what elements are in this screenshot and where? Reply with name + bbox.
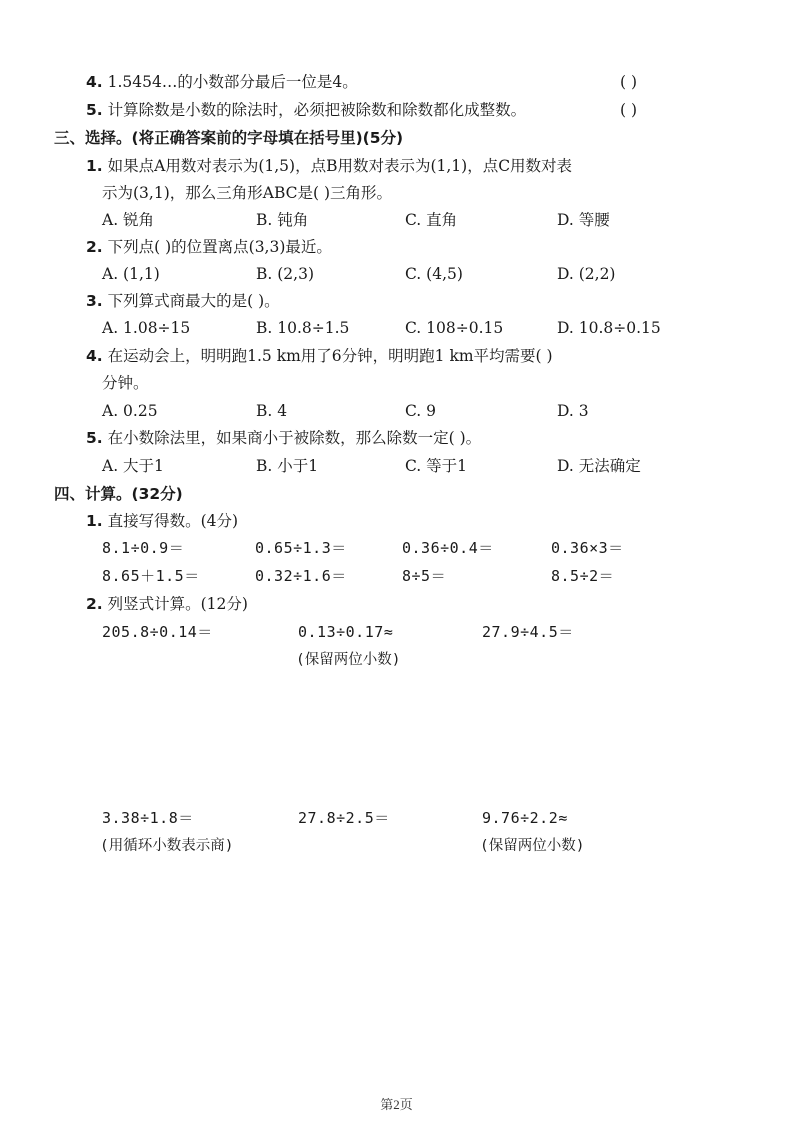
option-d[interactable]: D. 3	[557, 402, 589, 420]
option-b[interactable]: B. 小于1	[256, 457, 319, 475]
item-number: 2.	[86, 238, 103, 256]
calc-part2-title	[86, 594, 248, 614]
vertical-exercise[interactable]: 0.13÷0.17≈	[298, 623, 394, 641]
option-a[interactable]: A. 锐角	[102, 211, 155, 229]
option-a[interactable]: A. (1,1)	[102, 265, 160, 283]
item-number: 2.	[86, 595, 103, 613]
option-c[interactable]: C. 9	[405, 402, 437, 420]
item-number: 5.	[86, 429, 103, 447]
exercise-note: (用循环小数表示商)	[100, 838, 234, 854]
question-text-cont: 分钟。	[102, 374, 149, 392]
section-heading-calc: 四、计算。(32分)	[54, 485, 183, 503]
option-c[interactable]: C. 直角	[405, 211, 458, 229]
vertical-exercise[interactable]: 9.76÷2.2≈	[482, 809, 568, 827]
oral-exercise[interactable]: 0.36÷0.4＝	[402, 539, 494, 557]
option-d[interactable]: D. 10.8÷0.15	[557, 319, 661, 337]
item-number: 4.	[86, 347, 103, 365]
option-b[interactable]: B. 钝角	[256, 211, 309, 229]
vertical-exercise[interactable]: 3.38÷1.8＝	[102, 809, 194, 827]
section-heading-choice: 三、选择。(将正确答案前的字母填在括号里)(5分)	[54, 129, 404, 147]
choice-q4	[86, 346, 553, 366]
vertical-exercise[interactable]: 27.9÷4.5＝	[482, 623, 574, 641]
vertical-exercise[interactable]: 27.8÷2.5＝	[298, 809, 390, 827]
answer-paren[interactable]: ( )	[620, 101, 638, 119]
option-d[interactable]: D. 无法确定	[557, 457, 641, 475]
item-number: 1.	[86, 157, 103, 175]
option-b[interactable]: B. 10.8÷1.5	[256, 319, 350, 337]
question-text: 在小数除法里，如果商小于被除数，那么除数一定( )。	[107, 429, 482, 447]
item-number: 5.	[86, 101, 103, 119]
part-title: 直接写得数。(4分)	[107, 512, 239, 530]
oral-exercise[interactable]: 0.65÷1.3＝	[255, 539, 347, 557]
oral-exercise[interactable]: 8.1÷0.9＝	[102, 539, 185, 557]
option-c[interactable]: C. 等于1	[405, 457, 468, 475]
option-a[interactable]: A. 1.08÷15	[102, 319, 191, 337]
item-number: 4.	[86, 73, 103, 91]
oral-exercise[interactable]: 8.5÷2＝	[551, 567, 615, 585]
oral-exercise[interactable]: 8÷5＝	[402, 567, 447, 585]
option-b[interactable]: B. (2,3)	[256, 265, 314, 283]
choice-q2	[86, 237, 332, 257]
item-number: 3.	[86, 292, 103, 310]
choice-q1	[86, 156, 572, 176]
oral-exercise[interactable]: 0.36×3＝	[551, 539, 624, 557]
question-text-cont: 示为(3,1)，那么三角形ABC是( )三角形。	[102, 184, 392, 202]
question-text: 下列点( )的位置离点(3,3)最近。	[107, 238, 332, 256]
question-text: 如果点A用数对表示为(1,5)，点B用数对表示为(1,1)，点C用数对表	[107, 157, 573, 175]
calc-part1-title	[86, 511, 238, 531]
option-b[interactable]: B. 4	[256, 402, 288, 420]
option-c[interactable]: C. (4,5)	[405, 265, 463, 283]
answer-paren[interactable]: ( )	[620, 73, 638, 91]
choice-q3	[86, 291, 280, 311]
item-number: 1.	[86, 512, 103, 530]
judge-item-4	[86, 72, 358, 92]
part-title: 列竖式计算。(12分)	[107, 595, 248, 613]
judge-item-5	[86, 100, 526, 120]
oral-exercise[interactable]: 0.32÷1.6＝	[255, 567, 347, 585]
exercise-note: (保留两位小数)	[296, 652, 401, 668]
option-a[interactable]: A. 0.25	[102, 402, 158, 420]
judge-item-text: 计算除数是小数的除法时，必须把被除数和除数都化成整数。	[107, 101, 527, 119]
question-text: 下列算式商最大的是( )。	[107, 292, 280, 310]
option-d[interactable]: D. (2,2)	[557, 265, 616, 283]
oral-exercise[interactable]: 8.65＋1.5＝	[102, 567, 200, 585]
question-text: 在运动会上，明明跑1.5 km用了6分钟，明明跑1 km平均需要( )	[107, 347, 553, 365]
vertical-exercise[interactable]: 205.8÷0.14＝	[102, 623, 213, 641]
choice-q5	[86, 428, 481, 448]
page-number: 第2页	[380, 1097, 413, 1112]
judge-item-text: 1.5454…的小数部分最后一位是4。	[107, 73, 358, 91]
option-c[interactable]: C. 108÷0.15	[405, 319, 504, 337]
option-d[interactable]: D. 等腰	[557, 211, 610, 229]
exercise-note: (保留两位小数)	[480, 838, 585, 854]
option-a[interactable]: A. 大于1	[102, 457, 164, 475]
